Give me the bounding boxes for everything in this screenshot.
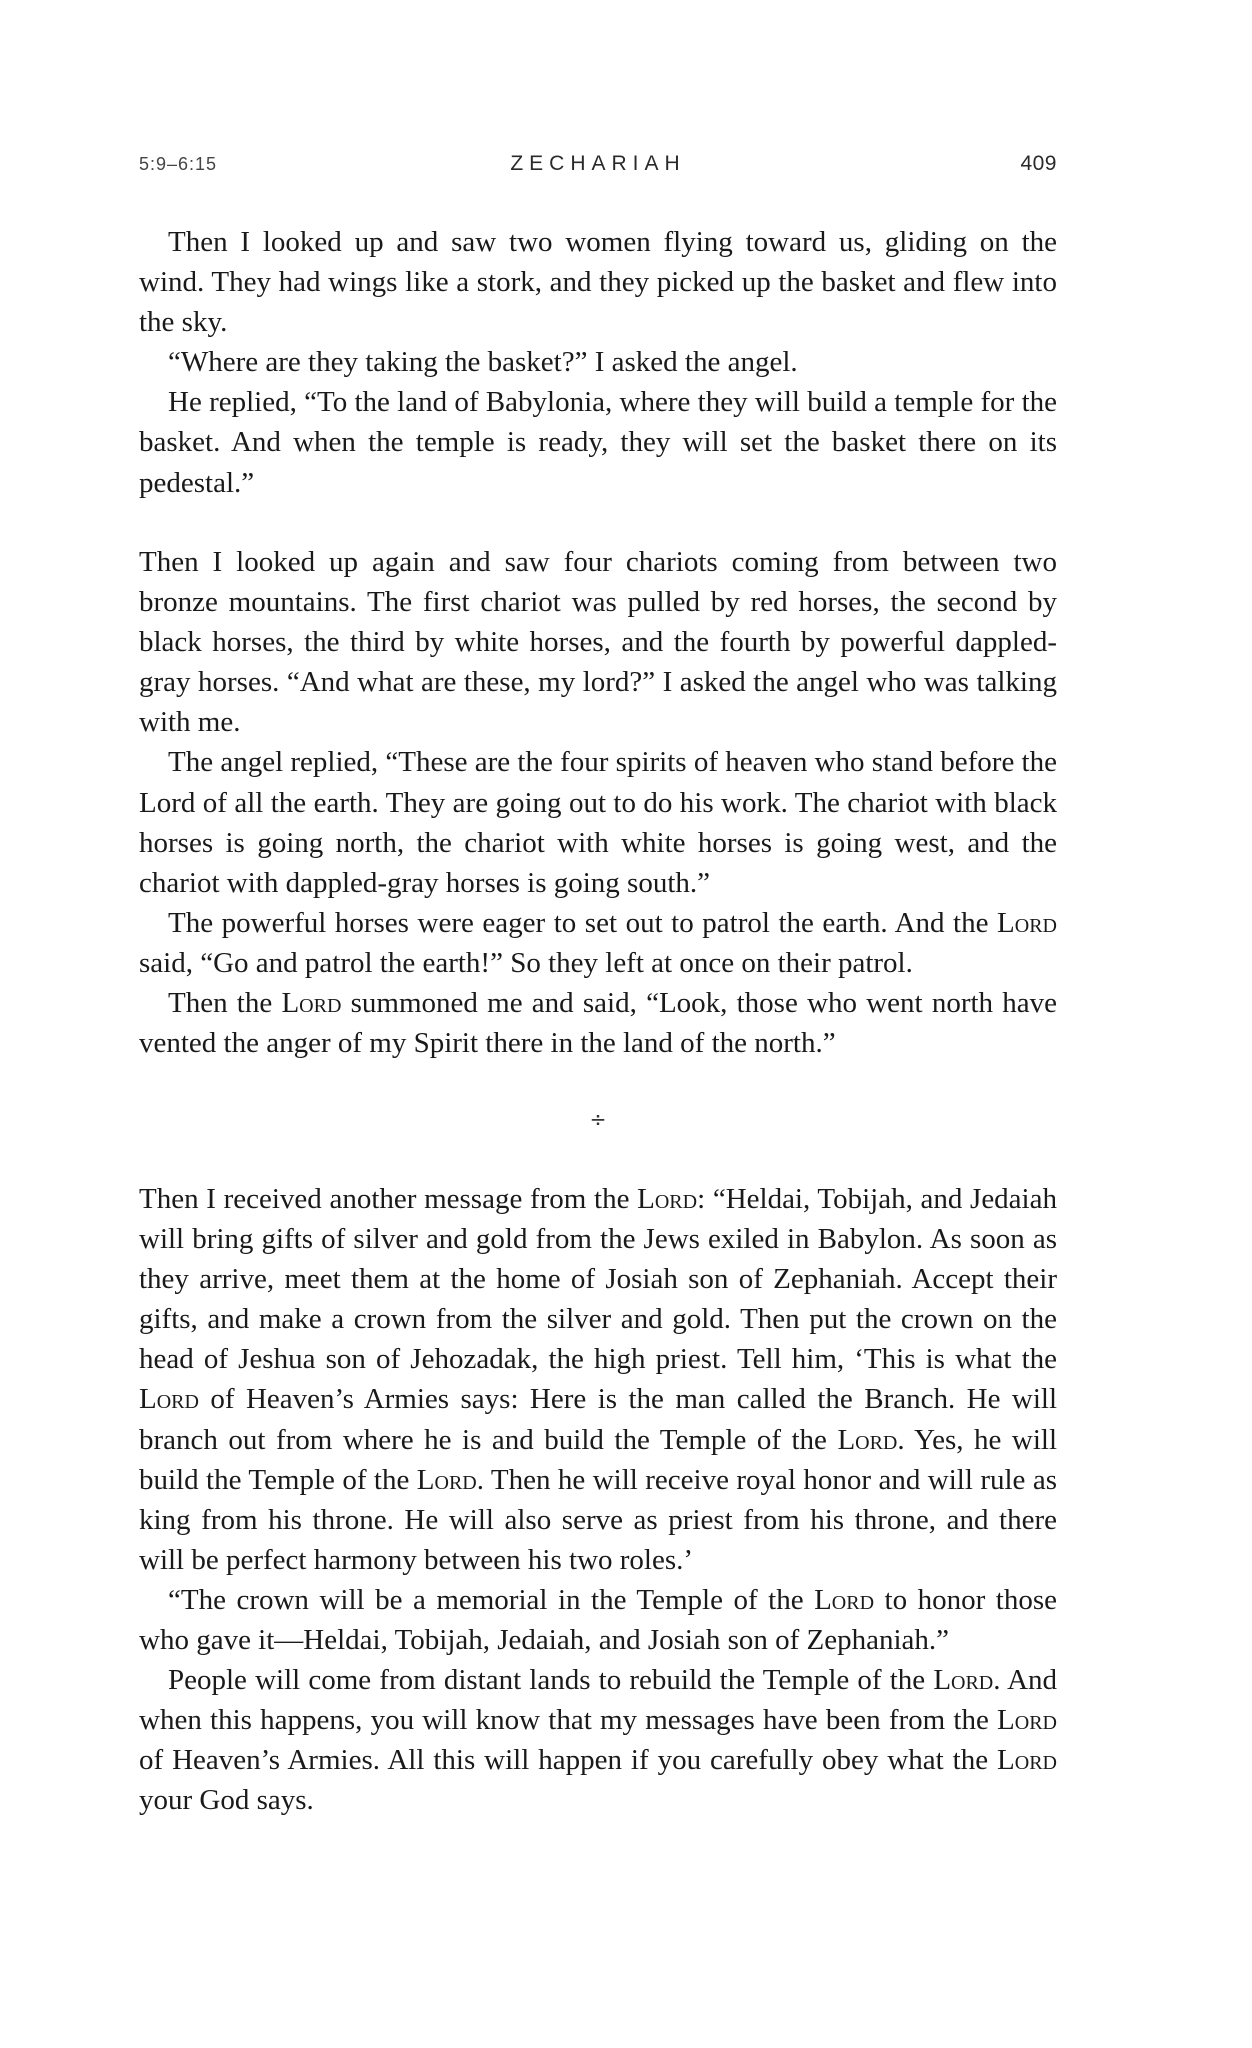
text-run: People will come from distant lands to rebuild the Temple of the	[168, 1664, 934, 1697]
text-run: “The crown will be a memorial in the Temple of the	[168, 1583, 815, 1616]
text-run: . Yes, he will build the Temple of the	[139, 1423, 1058, 1496]
divine-name: Lord	[997, 1744, 1057, 1777]
text-run: : “Heldai, Tobijah, and Jedaiah will bring gifts of silver and gold from the Jews exiled in Babylon. As soon as they arrive, meet them at the home of Josiah son of Zephaniah. Accept their gifts, and make a crown from the silver and gold. Then put the crown on the head of Jeshua son of Jehozadak, the high priest. Tell him, ‘This is what the	[139, 1183, 1057, 1376]
text-run: Then the	[168, 987, 282, 1020]
paragraph: He replied, “To the land of Babylonia, where they will build a temple for the basket. And when the temple is ready, they will set the basket there on its pedestal.”	[139, 386, 1057, 499]
text-run: Then I received another message from the	[139, 1183, 638, 1215]
book-title: ZECHARIAH	[510, 152, 686, 175]
divine-name: Lord	[814, 1583, 875, 1616]
paragraph: “Where are they taking the basket?” I asked the angel.	[168, 346, 798, 379]
divine-name: Lord	[837, 1423, 898, 1456]
divine-name: Lord	[416, 1463, 477, 1496]
divine-name: Lord	[997, 906, 1057, 939]
paragraph	[139, 1179, 1057, 1580]
chapter-verse-reference: 5:9–6:15	[139, 154, 218, 174]
text-run: to honor those who gave it—Heldai, Tobijah, Jedaiah, and Josiah son of Zephaniah.”	[139, 1583, 1057, 1657]
divine-name: Lord	[997, 1704, 1057, 1737]
passage-section-3	[139, 1179, 1057, 1821]
text-run: your God says.	[139, 1784, 314, 1817]
paragraph: Then I looked up again and saw four chariots coming from between two bronze mountains. The first chariot was pulled by red horses, the second by black horses, the third by white horses, and the fourth by powerful dappled-gray horses. “And what are these, my lord?” I asked the angel who was talking with me.	[139, 546, 1057, 739]
text-run: . Then he will receive royal honor and will rule as king from his throne. He will also serve as priest from his throne, and there will be perfect harmony between his two roles.’	[139, 1463, 1057, 1576]
text-run: of Heaven’s Armies. All this will happen if you carefully obey what the	[139, 1744, 998, 1777]
section-divider-ornament: ÷	[589, 1107, 607, 1131]
divine-name: Lord	[139, 1383, 199, 1416]
paragraph: Then I looked up and saw two women flying toward us, gliding on the wind. They had wings like a stork, and they picked up the basket and flew into the sky.	[139, 226, 1057, 339]
paragraph	[139, 1660, 1057, 1820]
divine-name: Lord	[933, 1664, 994, 1697]
text-run: summoned me and said, “Look, those who went north have vented the anger of my Spirit there in the land of the north.”	[139, 987, 1058, 1060]
text-run: The powerful horses were eager to set out to patrol the earth. And the	[168, 906, 998, 939]
text-run: of Heaven’s Armies says: Here is the man called the Branch. He will branch out from where he is and build the Temple of the	[139, 1383, 1057, 1456]
paragraph	[139, 983, 1057, 1063]
divine-name: Lord	[281, 987, 342, 1020]
paragraph	[139, 903, 1057, 983]
passage-section-1	[139, 222, 1057, 503]
text-run: . And when this happens, you will know that my messages have been from the	[139, 1664, 1058, 1737]
text-run: said, “Go and patrol the earth!” So they left at once on their patrol.	[139, 946, 913, 979]
passage-section-2	[139, 542, 1057, 1063]
paragraph: The angel replied, “These are the four spirits of heaven who stand before the Lord of all the earth. They are going out to do his work. The chariot with black horses is going north, the chariot with white horses is going west, and the chariot with dappled-gray horses is going south.”	[139, 746, 1057, 899]
paragraph	[139, 1580, 1057, 1660]
running-head	[139, 152, 1057, 176]
page-number: 409	[1020, 152, 1057, 175]
divine-name: Lord	[637, 1183, 698, 1215]
